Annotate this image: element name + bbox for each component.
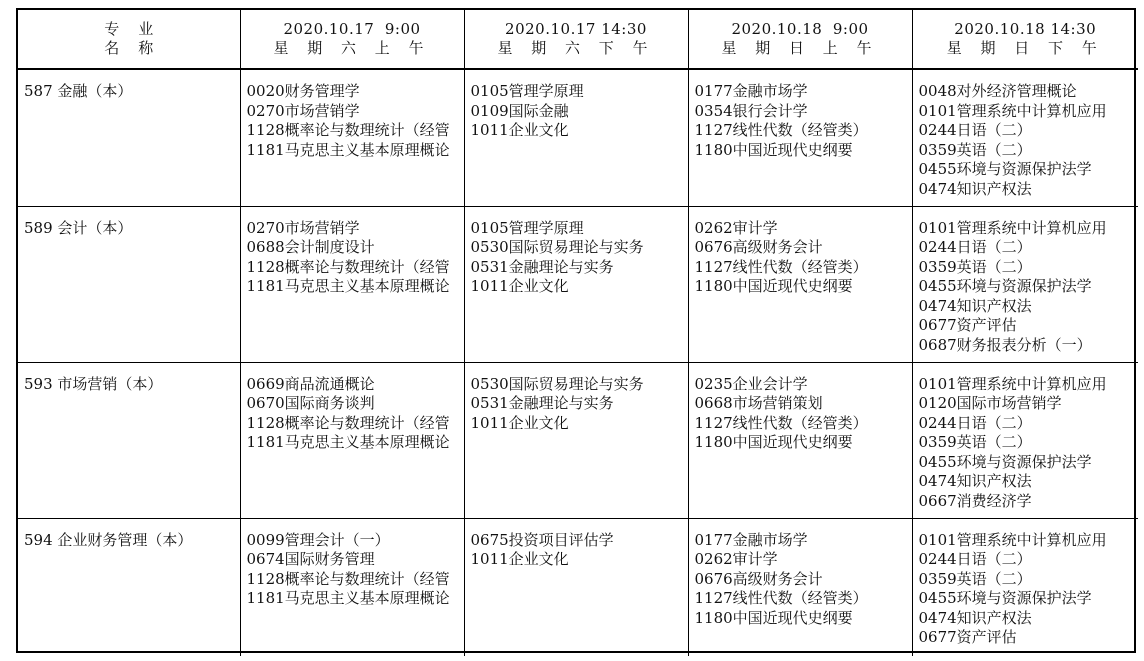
course-item: 0531金融理论与实务 bbox=[470, 257, 614, 276]
session-cell bbox=[912, 206, 1138, 362]
course-item: 0101管理系统中计算机应用 bbox=[918, 218, 1107, 237]
course-item: 0474知识产权法 bbox=[918, 296, 1032, 315]
major-row bbox=[18, 362, 1138, 518]
session-cell bbox=[688, 69, 912, 206]
course-item: 0455环境与资源保护法学 bbox=[918, 277, 1092, 295]
header-session-3 bbox=[688, 10, 912, 69]
course-item: 0109国际金融 bbox=[470, 101, 569, 120]
course-item: 1180中国近现代史纲要 bbox=[694, 433, 853, 451]
major-name: 593 市场营销（本） bbox=[24, 374, 163, 393]
session-date: 2020.10.18 14:30 bbox=[954, 20, 1097, 38]
course-item: 0359英语（二） bbox=[918, 140, 1032, 159]
course-list bbox=[465, 363, 688, 434]
session-cell bbox=[912, 518, 1138, 656]
course-item: 0099管理会计（一） bbox=[246, 530, 390, 549]
course-list bbox=[465, 70, 688, 141]
course-item: 1181马克思主义基本原理概论 bbox=[246, 140, 450, 159]
course-item: 0020财务管理学 bbox=[246, 82, 360, 100]
course-item: 0101管理系统中计算机应用 bbox=[918, 374, 1107, 393]
course-item: 0474知识产权法 bbox=[918, 608, 1032, 627]
course-list bbox=[913, 70, 1139, 199]
course-list bbox=[913, 519, 1139, 648]
session-period: 星 期 日 上 午 bbox=[721, 39, 879, 57]
major-name: 587 金融（本） bbox=[24, 82, 133, 100]
session-cell bbox=[464, 518, 688, 656]
course-list bbox=[689, 363, 912, 453]
course-item: 1011企业文化 bbox=[470, 121, 569, 139]
major-cell bbox=[18, 518, 240, 656]
course-item: 0120国际市场营销学 bbox=[918, 394, 1062, 412]
course-item: 1128概率论与数理统计（经管 bbox=[246, 569, 450, 588]
session-cell bbox=[464, 362, 688, 518]
course-item: 0676高级财务会计 bbox=[694, 569, 823, 588]
course-item: 0177金融市场学 bbox=[694, 82, 808, 100]
course-item: 1181马克思主义基本原理概论 bbox=[246, 433, 450, 451]
course-item: 0359英语（二） bbox=[918, 257, 1032, 276]
course-item: 0688会计制度设计 bbox=[246, 238, 375, 256]
major-cell bbox=[18, 362, 240, 518]
exam-schedule-sheet bbox=[16, 8, 1136, 653]
header-session-2 bbox=[464, 10, 688, 69]
course-list bbox=[241, 70, 464, 160]
course-item: 1011企业文化 bbox=[470, 413, 569, 432]
course-item: 0676高级财务会计 bbox=[694, 238, 823, 256]
course-item: 1127线性代数（经管类） bbox=[694, 589, 868, 607]
course-item: 0101管理系统中计算机应用 bbox=[918, 530, 1107, 549]
course-list bbox=[241, 363, 464, 453]
session-date: 2020.10.18 9:00 bbox=[731, 20, 869, 38]
course-item: 1011企业文化 bbox=[470, 550, 569, 568]
course-item: 0270市场营销学 bbox=[246, 218, 360, 237]
course-item: 0530国际贸易理论与实务 bbox=[470, 374, 644, 393]
course-item: 0244日语（二） bbox=[918, 238, 1032, 256]
course-list bbox=[689, 207, 912, 297]
course-list bbox=[689, 70, 912, 160]
session-cell bbox=[464, 69, 688, 206]
course-item: 0177金融市场学 bbox=[694, 530, 808, 549]
session-cell bbox=[688, 206, 912, 362]
major-cell bbox=[18, 206, 240, 362]
session-cell bbox=[464, 206, 688, 362]
session-cell bbox=[240, 69, 464, 206]
major-name: 589 会计（本） bbox=[24, 218, 133, 237]
course-item: 0048对外经济管理概论 bbox=[918, 82, 1077, 100]
course-item: 0105管理学原理 bbox=[470, 218, 584, 237]
course-item: 0530国际贸易理论与实务 bbox=[470, 238, 644, 256]
course-item: 1127线性代数（经管类） bbox=[694, 257, 868, 276]
course-item: 0244日语（二） bbox=[918, 121, 1032, 139]
header-major-name bbox=[18, 10, 240, 69]
course-item: 1181马克思主义基本原理概论 bbox=[246, 589, 450, 607]
major-cell bbox=[18, 69, 240, 206]
exam-schedule-table bbox=[18, 10, 1138, 656]
course-item: 1128概率论与数理统计（经管 bbox=[246, 257, 450, 276]
course-item: 1180中国近现代史纲要 bbox=[694, 140, 853, 159]
session-date: 2020.10.17 9:00 bbox=[283, 20, 421, 38]
course-item: 0687财务报表分析（一） bbox=[918, 335, 1092, 354]
session-period: 星 期 日 下 午 bbox=[946, 39, 1104, 57]
course-list bbox=[465, 519, 688, 570]
course-list bbox=[689, 519, 912, 629]
header-session-1 bbox=[240, 10, 464, 69]
major-row bbox=[18, 69, 1138, 206]
course-item: 0101管理系统中计算机应用 bbox=[918, 101, 1107, 120]
session-date: 2020.10.17 14:30 bbox=[505, 20, 647, 38]
course-item: 0455环境与资源保护法学 bbox=[918, 589, 1092, 607]
session-cell bbox=[688, 518, 912, 656]
session-cell bbox=[240, 206, 464, 362]
course-item: 0359英语（二） bbox=[918, 569, 1032, 588]
major-row bbox=[18, 518, 1138, 656]
course-list bbox=[465, 207, 688, 297]
course-list bbox=[913, 363, 1139, 512]
course-list bbox=[913, 207, 1139, 356]
session-cell bbox=[240, 362, 464, 518]
course-item: 0531金融理论与实务 bbox=[470, 394, 614, 412]
course-item: 0669商品流通概论 bbox=[246, 374, 375, 393]
course-item: 1011企业文化 bbox=[470, 277, 569, 295]
course-item: 0455环境与资源保护法学 bbox=[918, 452, 1092, 471]
course-item: 0244日语（二） bbox=[918, 413, 1032, 432]
course-item: 0235企业会计学 bbox=[694, 374, 808, 393]
course-item: 0244日语（二） bbox=[918, 550, 1032, 568]
course-item: 0270市场营销学 bbox=[246, 101, 360, 120]
header-major-line2: 名 称 bbox=[104, 39, 154, 57]
session-cell bbox=[912, 69, 1138, 206]
course-item: 1128概率论与数理统计（经管 bbox=[246, 413, 450, 432]
course-item: 0677资产评估 bbox=[918, 316, 1017, 334]
course-item: 0455环境与资源保护法学 bbox=[918, 160, 1092, 178]
course-item: 1127线性代数（经管类） bbox=[694, 413, 868, 432]
course-item: 0668市场营销策划 bbox=[694, 394, 823, 412]
course-item: 0474知识产权法 bbox=[918, 179, 1032, 198]
session-cell bbox=[688, 362, 912, 518]
major-name: 594 企业财务管理（本） bbox=[24, 530, 193, 549]
course-item: 0675投资项目评估学 bbox=[470, 530, 614, 549]
course-list bbox=[241, 519, 464, 609]
schedule-body bbox=[18, 69, 1138, 656]
major-row bbox=[18, 206, 1138, 362]
course-item: 0359英语（二） bbox=[918, 433, 1032, 451]
course-item: 1127线性代数（经管类） bbox=[694, 121, 868, 139]
course-item: 1180中国近现代史纲要 bbox=[694, 277, 853, 295]
course-item: 0262审计学 bbox=[694, 550, 778, 568]
course-item: 0262审计学 bbox=[694, 218, 778, 237]
course-item: 0670国际商务谈判 bbox=[246, 394, 375, 412]
course-list bbox=[241, 207, 464, 297]
course-item: 0677资产评估 bbox=[918, 628, 1017, 646]
course-item: 1181马克思主义基本原理概论 bbox=[246, 277, 450, 295]
header-major-line1: 专 业 bbox=[104, 20, 154, 38]
course-item: 1180中国近现代史纲要 bbox=[694, 608, 853, 627]
session-cell bbox=[912, 362, 1138, 518]
header-row bbox=[18, 10, 1138, 69]
session-cell bbox=[240, 518, 464, 656]
session-period: 星 期 六 下 午 bbox=[497, 39, 655, 57]
course-item: 0105管理学原理 bbox=[470, 82, 584, 100]
course-item: 0474知识产权法 bbox=[918, 472, 1032, 490]
header-session-4 bbox=[912, 10, 1138, 69]
course-item: 1128概率论与数理统计（经管 bbox=[246, 121, 450, 139]
session-period: 星 期 六 上 午 bbox=[273, 39, 431, 57]
course-item: 0674国际财务管理 bbox=[246, 550, 375, 568]
course-item: 0667消费经济学 bbox=[918, 491, 1032, 510]
course-item: 0354银行会计学 bbox=[694, 101, 808, 120]
